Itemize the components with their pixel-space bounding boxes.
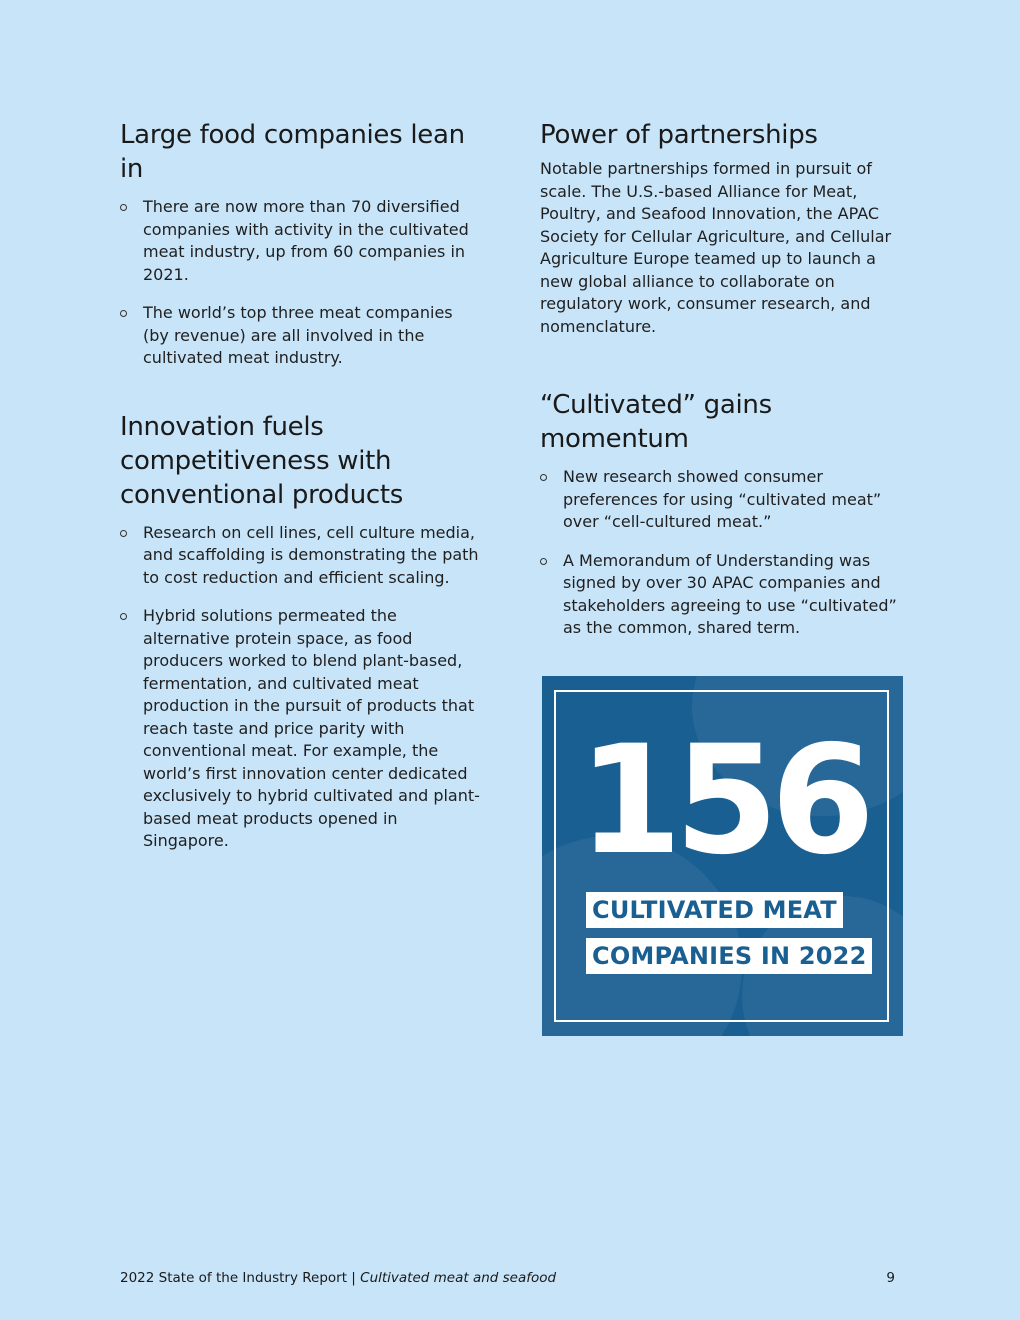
section-heading: “Cultivated” gains momentum [540, 390, 772, 454]
section-heading: Large food companies lean in [120, 120, 465, 184]
left-column [120, 118, 480, 893]
list-item [120, 302, 480, 370]
page-number: 9 [886, 1270, 895, 1286]
bullet-circle-icon [120, 613, 127, 620]
list-item-text: The world’s top three meat companies (by revenue) are all involved in the cultivated meat industry. [143, 303, 453, 367]
section-innovation [120, 410, 480, 853]
section-partnerships [540, 118, 910, 338]
section-heading: Innovation fuels competitiveness with conventional products [120, 411, 404, 510]
bullet-circle-icon [120, 204, 127, 211]
page-footer [120, 1269, 895, 1287]
section-cultivated-momentum [540, 388, 910, 640]
list-item [540, 550, 910, 640]
bullet-circle-icon [540, 474, 547, 481]
bullet-list [120, 522, 480, 853]
stat-label-line-1: CULTIVATED MEAT [586, 892, 843, 928]
list-item [120, 522, 480, 590]
bullet-circle-icon [540, 558, 547, 565]
list-item [120, 605, 480, 853]
list-item-text: New research showed consumer preferences for using “cultivated meat” over “cell-cultured meat.” [563, 467, 882, 531]
stat-label-line-2: COMPANIES IN 2022 [586, 938, 872, 974]
bullet-circle-icon [120, 310, 127, 317]
list-item-text: A Memorandum of Understanding was signed by over 30 APAC companies and stakeholders agreeing to use “cultivated” as the common, shared term. [563, 550, 897, 637]
stat-card [542, 676, 903, 1036]
section-large-food-companies [120, 118, 480, 370]
list-item-text: Hybrid solutions permeated the alternative protein space, as food producers worked to blend plant-based, fermentation, and cultivated meat production in the pursuit of products that reach taste and price parity with conventional meat. For example, the world’s first innovation center dedicated exclusively to hybrid cultivated and plant-based meat products opened in Singapore. [143, 606, 480, 850]
list-item [540, 466, 910, 534]
right-column [540, 118, 910, 680]
section-heading: Power of partnerships [540, 120, 818, 150]
bullet-list [540, 466, 910, 640]
bullet-list [120, 196, 480, 370]
bullet-circle-icon [120, 530, 127, 537]
section-body: Notable partnerships formed in pursuit of scale. The U.S.-based Alliance for Meat, Poultry, and Seafood Innovation, the APAC Society for Cellular Agriculture, and Cellular Agriculture Europe teamed up to launch a new global alliance to collaborate on regulatory work, consumer research, and nomenclature. [540, 159, 892, 336]
list-item-text: There are now more than 70 diversified companies with activity in the cultivated meat industry, up from 60 companies in 2021. [143, 197, 469, 284]
footer-report-subtitle: Cultivated meat and seafood [360, 1270, 557, 1286]
stat-number: 156 [577, 714, 868, 888]
footer-report-title: 2022 State of the Industry Report | [120, 1270, 361, 1286]
list-item-text: Research on cell lines, cell culture media, and scaffolding is demonstrating the path to cost reduction and efficient scaling. [143, 522, 479, 587]
list-item [120, 196, 480, 286]
